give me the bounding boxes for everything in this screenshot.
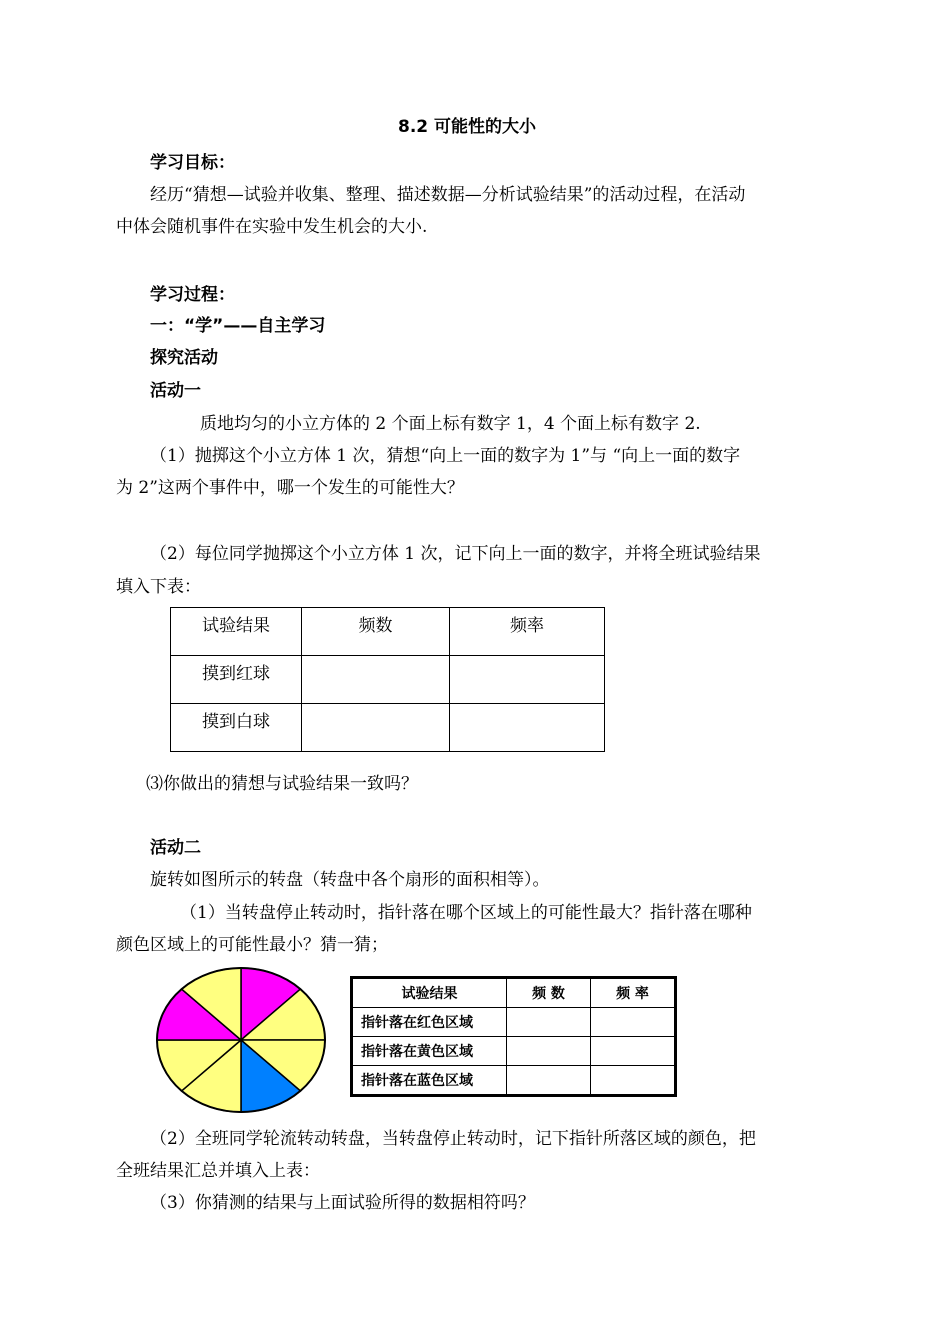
table-cell (302, 704, 450, 752)
table-header-cell: 试验结果 (171, 608, 302, 656)
table-cell: 摸到红球 (171, 656, 302, 704)
section-heading: 一：“学”——自主学习 (150, 316, 326, 336)
activity2-q2-line1: （2）全班同学轮流转动转盘，当转盘停止转动时，记下指针所落区域的颜色，把 (150, 1129, 756, 1149)
table-row (352, 1066, 676, 1096)
activity1-heading: 活动一 (150, 381, 201, 401)
activity1-q3: ⑶你做出的猜想与试验结果一致吗？ (146, 774, 418, 794)
table-header-cell: 频 率 (591, 978, 676, 1008)
table-header-cell: 试验结果 (352, 978, 507, 1008)
table-header-cell: 频率 (450, 608, 605, 656)
table-cell (507, 1066, 591, 1096)
table-cell (591, 1008, 676, 1037)
activity1-results-table (170, 607, 605, 752)
table-header-row (171, 608, 605, 656)
activity1-q1-line2: 为 2”这两个事件中，哪一个发生的可能性大？ (116, 478, 464, 498)
table-cell (302, 656, 450, 704)
activity1-q2-line1: （2）每位同学抛掷这个小立方体 1 次，记下向上一面的数字，并将全班试验结果 (150, 544, 761, 564)
activity2-q1-line1: （1）当转盘停止转动时，指针落在哪个区域上的可能性最大？指针落在哪种 (180, 903, 752, 923)
table-cell (450, 704, 605, 752)
activity2-q1-line2: 颜色区域上的可能性最小？猜一猜； (116, 935, 388, 955)
table-header-cell: 频数 (302, 608, 450, 656)
activity2-intro: 旋转如图所示的转盘（转盘中各个扇形的面积相等）。 (150, 870, 550, 890)
table-cell: 摸到白球 (171, 704, 302, 752)
activity2-q2-line2: 全班结果汇总并填入上表： (116, 1161, 320, 1181)
activity1-q2-line2: 填入下表： (116, 577, 201, 597)
table-header-row (352, 978, 676, 1008)
process-heading: 学习过程： (150, 285, 235, 305)
objectives-heading: 学习目标： (150, 153, 235, 173)
table-cell: 指针落在黄色区域 (352, 1037, 507, 1066)
objectives-text-line1: 经历“猜想—试验并收集、整理、描述数据—分析试验结果”的活动过程，在活动 (150, 185, 746, 205)
table-cell (507, 1008, 591, 1037)
page-title: 8.2 可能性的大小 (398, 117, 537, 137)
table-cell (591, 1066, 676, 1096)
table-cell: 指针落在蓝色区域 (352, 1066, 507, 1096)
table-row (352, 1037, 676, 1066)
table-cell (507, 1037, 591, 1066)
activity2-q3: （3）你猜测的结果与上面试验所得的数据相符吗？ (150, 1193, 535, 1213)
activity1-intro: 质地均匀的小立方体的 2 个面上标有数字 1，4 个面上标有数字 2. (200, 414, 701, 434)
objectives-text-line2: 中体会随机事件在实验中发生机会的大小. (116, 217, 428, 237)
table-row (171, 704, 605, 752)
table-row (352, 1008, 676, 1037)
activity2-heading: 活动二 (150, 838, 201, 858)
activity1-q1-line1: （1）抛掷这个小立方体 1 次，猜想“向上一面的数字为 1”与 “向上一面的数字 (150, 446, 741, 466)
explore-heading: 探究活动 (150, 348, 218, 368)
table-header-cell: 频 数 (507, 978, 591, 1008)
table-row (171, 656, 605, 704)
activity2-results-table (350, 976, 677, 1097)
table-cell: 指针落在红色区域 (352, 1008, 507, 1037)
table-cell (450, 656, 605, 704)
spinner-wheel (155, 966, 330, 1114)
table-cell (591, 1037, 676, 1066)
